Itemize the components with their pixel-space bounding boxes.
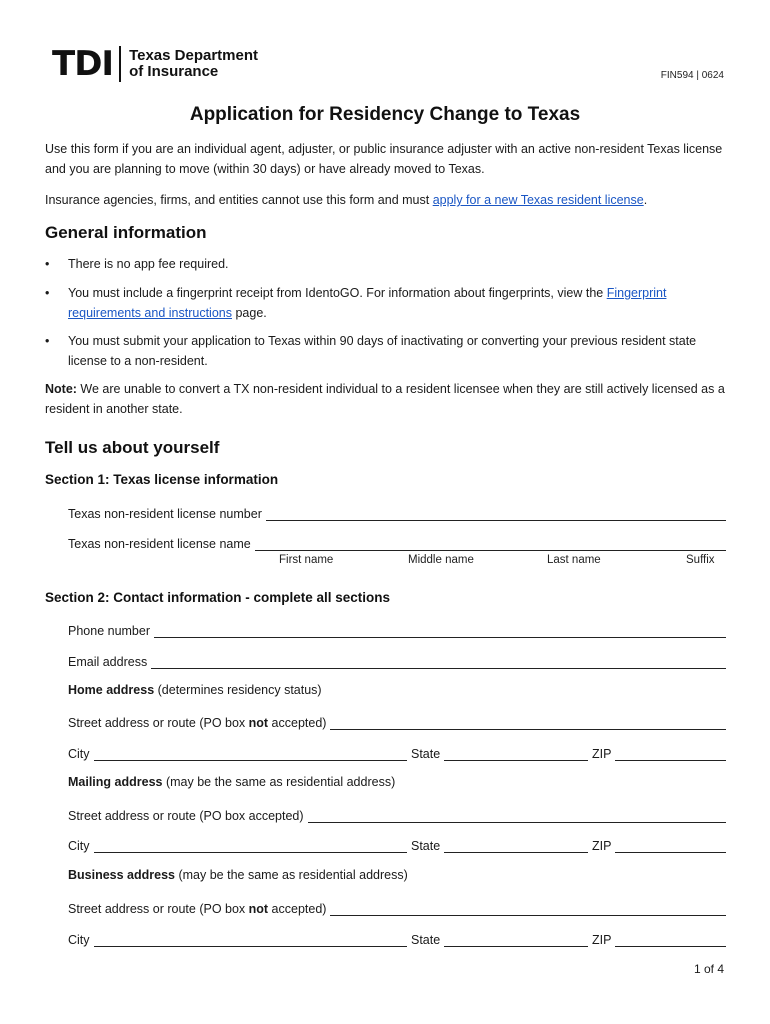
email-field[interactable]: Email address: [68, 651, 726, 669]
form-page: TDI Texas Department of Insurance FIN594 | 0624 Application for Residency Change to Texas Use this form if you are an individual agent, adjuster, or public insurance adjuster with an active non-resident Texas license and you are planning to move (within 30 days) or have already moved to Texas. Insurance agencies, firms, and entities cannot use this form and must apply for a new Texas resident license. General information • There is no app fee required. • You must include a fingerprint receipt from IdentoGO. For information about fingerprints, view the Fingerprint requirements and instructions page. • You must submit your application to Texas within 90 days of inactivating or converting your previous resident state license to a non-resident. Note: We are unable to convert a TX non-resident individual to a resident licensee when they are still actively licensed as a resident in another state. Tell us about yourself Section 1: Texas license information Texas non-resident license number Texas non-resident license name First name Middle name Last name Suffix Section 2: Contact information - complete all sections Phone number Email address Home address (determines residency status) Street address or route (PO box not accepted) City State ZIP Mailing address (may be the same as residential address) Street address or route (PO box accepted) City State ZIP Business address (may be the same as residential address) Street address or route (PO box not accepted) City State ZIP 1 of 4: [0, 0, 770, 1024]
mailing-state-field[interactable]: State: [411, 835, 588, 853]
phone-field[interactable]: Phone number: [68, 620, 726, 638]
business-zip-field[interactable]: ZIP: [592, 929, 726, 947]
logo-line-1: Texas Department: [129, 47, 259, 64]
home-street-field[interactable]: Street address or route (PO box not accepted): [68, 712, 726, 730]
license-name-field[interactable]: Texas non-resident license name: [68, 533, 726, 551]
logo-divider: [119, 46, 121, 82]
intro-entities-paragraph: Insurance agencies, firms, and entities cannot use this form and must apply for a new Texas resident license.: [45, 193, 648, 207]
section-1-heading: Section 1: Texas license information: [45, 472, 279, 487]
home-state-field[interactable]: State: [411, 743, 588, 761]
suffix-caption: Suffix: [686, 554, 715, 566]
business-address-label: Business address (may be the same as residential address): [68, 868, 408, 882]
first-name-caption: First name: [279, 554, 334, 566]
mailing-street-field[interactable]: Street address or route (PO box accepted): [68, 805, 726, 823]
business-city-field[interactable]: City: [68, 929, 407, 947]
intro-paragraph: Use this form if you are an individual agent, adjuster, or public insurance adjuster with an active non-resident Texas license and you are planning to move (within 30 days) or have already moved to Texas.: [45, 142, 723, 176]
page-number: 1 of 4: [693, 962, 724, 976]
home-zip-field[interactable]: ZIP: [592, 743, 726, 761]
business-state-field[interactable]: State: [411, 929, 588, 947]
mailing-zip-field[interactable]: ZIP: [592, 835, 726, 853]
tdi-logo: [52, 46, 258, 82]
note-paragraph: Note: We are unable to convert a TX non-resident individual to a resident licensee when they are still actively licensed as a resident in another state.: [45, 382, 725, 416]
section-2-heading: Section 2: Contact information - complete all sections: [45, 590, 391, 605]
new-resident-license-link[interactable]: apply for a new Texas resident license: [432, 193, 644, 207]
general-information-heading: General information: [45, 223, 207, 242]
fingerprint-requirements-link[interactable]: Fingerprint requirements and instructions: [68, 286, 667, 320]
business-street-field[interactable]: Street address or route (PO box not accepted): [68, 898, 726, 916]
license-number-field[interactable]: Texas non-resident license number: [68, 503, 726, 521]
tell-us-heading: Tell us about yourself: [45, 438, 220, 457]
home-city-field[interactable]: City: [68, 743, 407, 761]
home-address-label: Home address (determines residency status): [68, 683, 322, 697]
logo-mark: TDI: [52, 44, 114, 84]
middle-name-caption: Middle name: [408, 554, 474, 566]
list-item: • You must include a fingerprint receipt from IdentoGO. For information about fingerprints, view the Fingerprint requirements and instructions page.: [45, 286, 667, 320]
mailing-address-label: Mailing address (may be the same as residential address): [68, 775, 396, 789]
logo-line-2: of Insurance: [129, 63, 219, 80]
list-item: • You must submit your application to Texas within 90 days of inactivating or converting your previous resident state license to a non-resident.: [45, 334, 697, 368]
page-title: Application for Residency Change to Texas: [189, 104, 581, 125]
last-name-caption: Last name: [547, 554, 601, 566]
form-number: FIN594 | 0624: [660, 70, 724, 81]
mailing-city-field[interactable]: City: [68, 835, 407, 853]
